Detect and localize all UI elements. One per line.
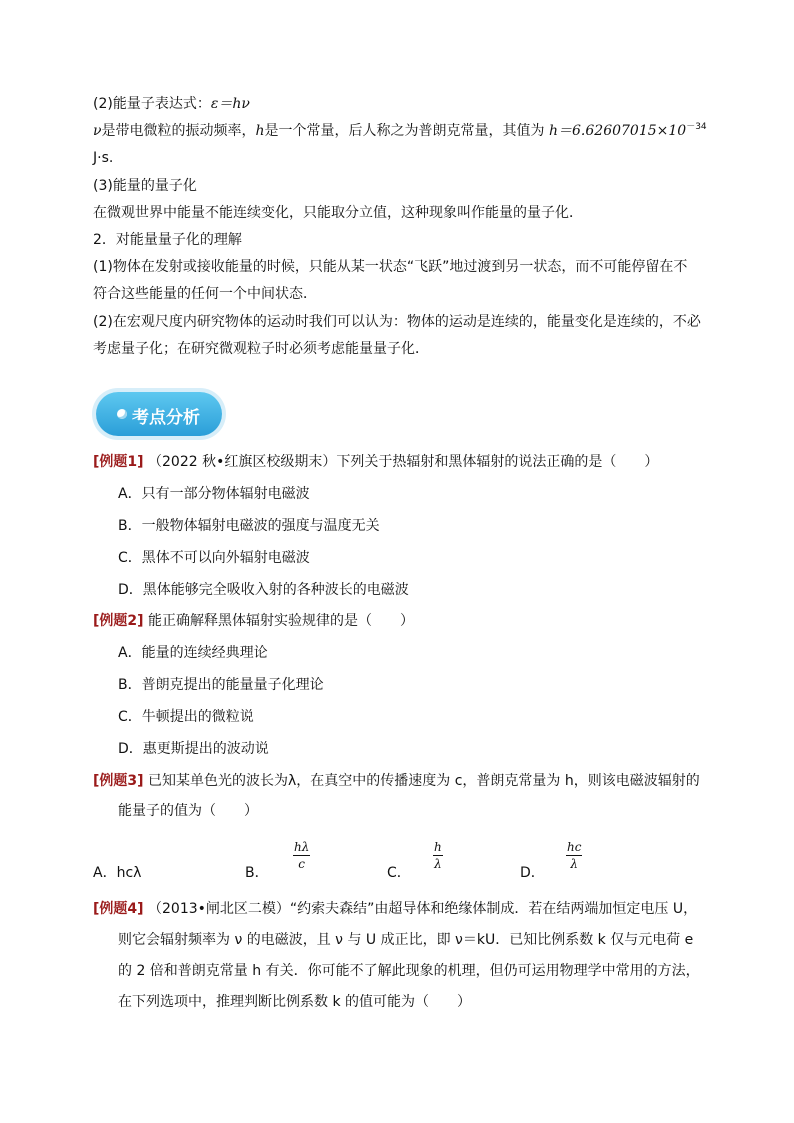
example2-option-d: D．惠更斯提出的波动说 xyxy=(118,741,269,757)
point2-title: 2．对能量量子化的理解 xyxy=(93,232,242,248)
example1-option-d: D．黑体能够完全吸收入射的各种波长的电磁波 xyxy=(118,582,409,598)
example4-text-1: （2013•闸北区二模）“约索夫森结”由超导体和绝缘体制成．若在结两端加恒定电压 U， xyxy=(148,901,698,917)
example1-option-a: A．只有一部分物体辐射电磁波 xyxy=(118,486,310,502)
option-b-denominator: c xyxy=(298,857,306,871)
example3-label: [例题3] xyxy=(93,773,144,789)
section-badge xyxy=(96,392,222,436)
example1-option-b: B．一般物体辐射电磁波的强度与温度无关 xyxy=(118,518,380,534)
option-c-numerator: h xyxy=(434,840,442,854)
nu-text-1: 是带电微粒的振动频率， xyxy=(101,123,256,139)
example2-stem xyxy=(93,611,414,631)
p1-line1: (1)物体在发射或接收能量的时候，只能从某一状态“飞跃”地过渡到另一状态，而不可能停留在不 xyxy=(93,259,688,275)
example3-stem-line1 xyxy=(93,771,700,791)
p1-line2: 符合这些能量的任何一个中间状态． xyxy=(93,286,317,302)
example3-stem-line2: 能量子的值为（ ） xyxy=(118,803,258,819)
planck-exponent: －34 xyxy=(686,122,707,132)
nu-description xyxy=(93,121,707,141)
item3-title: (3)能量的量子化 xyxy=(93,178,197,194)
example3-option-c-fraction xyxy=(433,840,443,871)
example4-line1 xyxy=(93,899,697,919)
item2-prefix: (2)能量子表达式： xyxy=(93,96,211,112)
example3-option-b-label: B． xyxy=(245,865,269,881)
option-b-numerator: hλ xyxy=(294,840,310,854)
unit-line: J·s. xyxy=(93,150,114,166)
p2-line1: (2)在宏观尺度内研究物体的运动时我们可以认为：物体的运动是连续的，能量变化是连续的，不必 xyxy=(93,314,701,330)
example3-text-1: 已知某单色光的波长为λ，在真空中的传播速度为 c，普朗克常量为 h，则该电磁波辐射的 xyxy=(148,773,700,789)
example2-option-c: C．牛顿提出的微粒说 xyxy=(118,709,254,725)
example3-option-d-fraction xyxy=(566,840,582,871)
example3-option-c-label: C． xyxy=(387,865,411,881)
example2-option-b: B．普朗克提出的能量量子化理论 xyxy=(118,677,324,693)
fraction-bar xyxy=(433,855,443,856)
example4-line3: 的 2 倍和普朗克常量 h 有关．你可能不了解此现象的机理，但仍可运用物理学中常用的方法， xyxy=(118,963,700,979)
example1-option-c: C．黑体不可以向外辐射电磁波 xyxy=(118,550,310,566)
nu-symbol: ν xyxy=(93,123,102,139)
example1-stem xyxy=(93,452,658,472)
nu-text-2: 是一个常量，后人称之为普朗克常量，其值为 xyxy=(264,123,549,139)
example2-label: [例题2] xyxy=(93,613,144,629)
example4-line2: 则它会辐射频率为 ν 的电磁波，且 ν 与 U 成正比，即 ν＝kU．已知比例系数 k 仅与元电荷 e xyxy=(118,932,694,948)
item3-text: 在微观世界中能量不能连续变化，只能取分立值，这种现象叫作能量的量子化． xyxy=(93,205,583,221)
fraction-bar xyxy=(293,855,310,856)
option-d-denominator: λ xyxy=(570,857,579,871)
p2-line2: 考虑量子化；在研究微观粒子时必须考虑能量量子化． xyxy=(93,341,429,357)
planck-value: h＝6.62607015×10 xyxy=(549,123,687,139)
example3-option-a: A．hcλ xyxy=(93,865,142,881)
example3-option-d-label: D． xyxy=(520,865,545,881)
badge-label: 考点分析 xyxy=(132,408,200,428)
example1-text: （2022 秋•红旗区校级期末）下列关于热辐射和黑体辐射的说法正确的是（ ） xyxy=(148,454,659,470)
example1-label: [例题1] xyxy=(93,454,144,470)
option-c-denominator: λ xyxy=(434,857,442,871)
bullet-dot-icon xyxy=(117,409,127,419)
example2-option-a: A．能量的连续经典理论 xyxy=(118,645,268,661)
option-d-numerator: hc xyxy=(567,840,582,854)
fraction-bar xyxy=(566,855,582,856)
formula-epsilon: ε＝hν xyxy=(210,96,250,112)
h-symbol: h xyxy=(255,123,265,139)
example4-label: [例题4] xyxy=(93,901,144,917)
example4-line4: 在下列选项中，推理判断比例系数 k 的值可能为（ ） xyxy=(118,994,472,1010)
example3-option-b-fraction xyxy=(293,840,310,871)
example2-text: 能正确解释黑体辐射实验规律的是（ ） xyxy=(148,613,414,629)
energy-quantum-formula xyxy=(93,94,250,114)
